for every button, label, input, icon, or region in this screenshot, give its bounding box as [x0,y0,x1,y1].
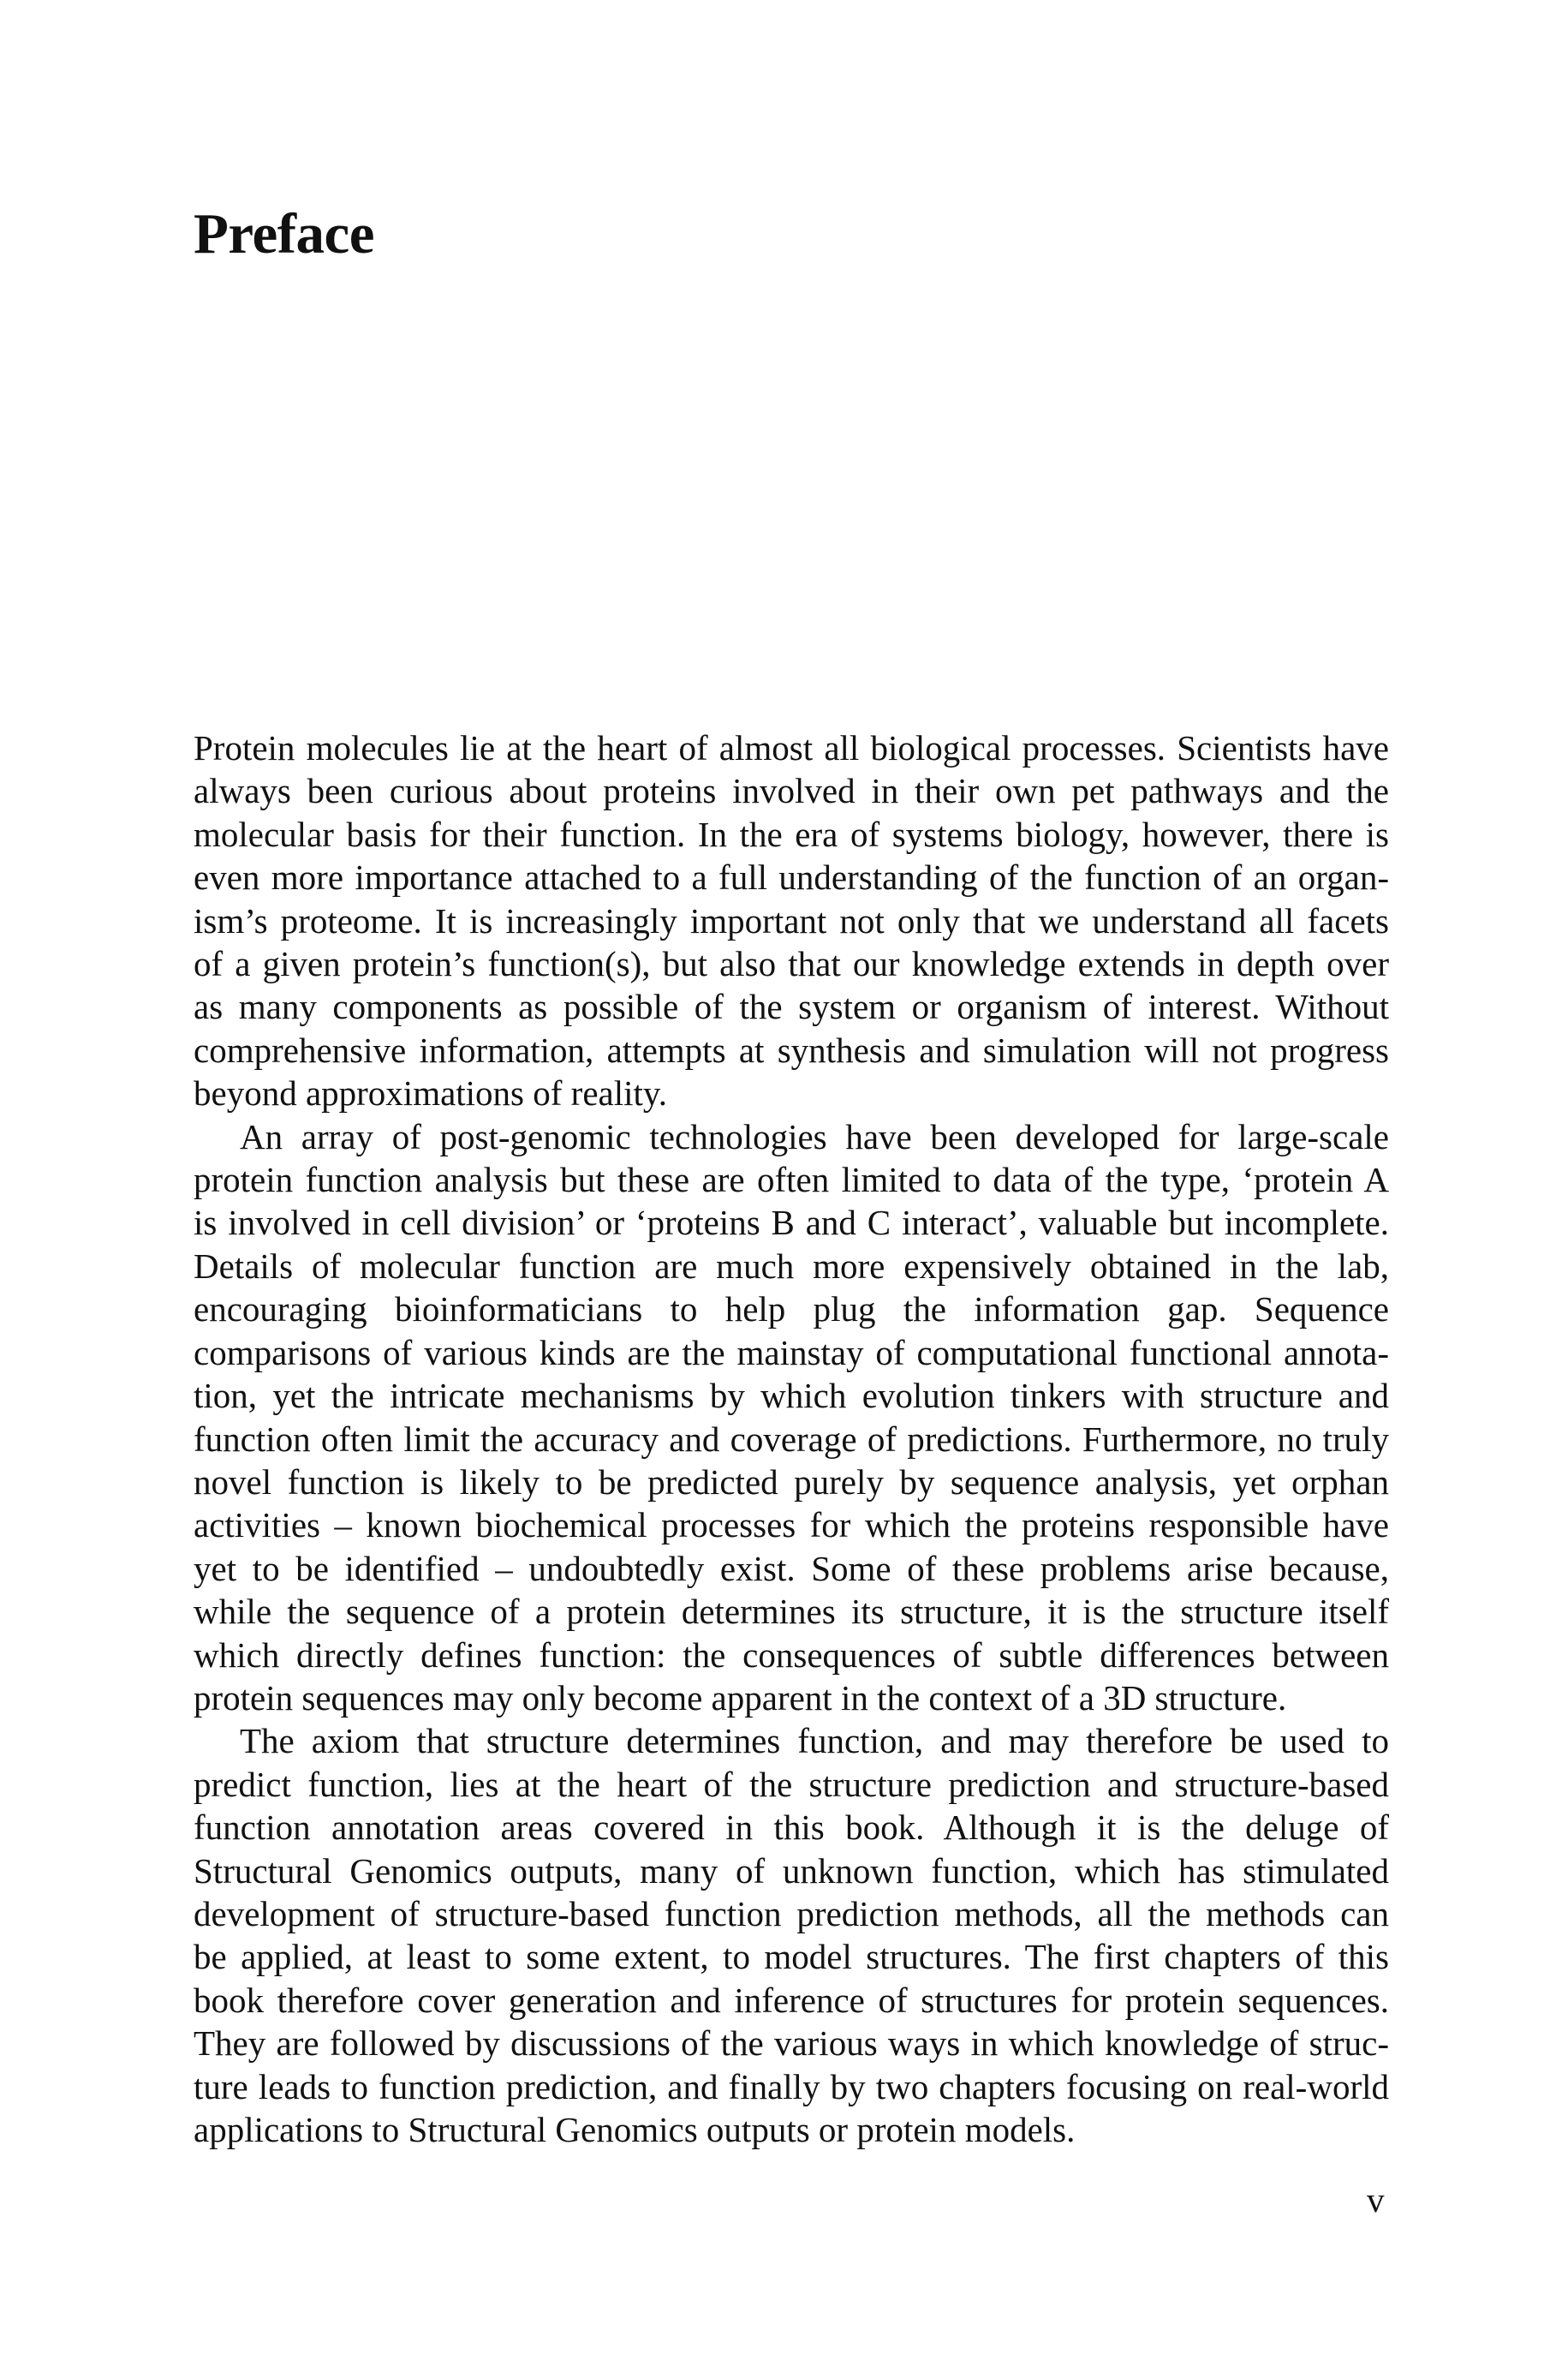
paragraph-3 [194,1719,1389,2151]
paragraph-1 [194,726,1389,1115]
text-line: molecular basis for their function. In the era of systems biology, however, there is [194,814,1389,854]
text-line: Protein molecules lie at the heart of almost all biological processes. Scientists have [194,728,1389,768]
text-line: comprehensive information, attempts at synthesis and simulation will not progress [194,1030,1389,1070]
text-line: tion, yet the intricate mechanisms by which evolution tinkers with structure and [194,1376,1389,1416]
text-line: Structural Genomics outputs, many of unknown function, which has stimulated [194,1850,1389,1891]
text-line: protein sequences may only become apparent in the context of a 3D structure. [194,1677,1287,1718]
text-line: novel function is likely to be predicted purely by sequence analysis, yet orphan [194,1461,1389,1502]
page-number: v [1367,2180,1385,2220]
preface-body [194,726,1389,2151]
text-line: while the sequence of a protein determines its structure, it is the structure itself [194,1592,1389,1632]
text-line: comparisons of various kinds are the mainstay of computational functional annota- [194,1332,1389,1372]
text-line: function often limit the accuracy and coverage of predictions. Furthermore, no truly [194,1419,1389,1459]
paragraph-2 [194,1115,1389,1720]
text-line: be applied, at least to some extent, to model structures. The first chapters of this [194,1937,1389,1977]
text-line: An array of post-genomic technologies have been developed for large-scale [240,1116,1389,1156]
text-line: even more importance attached to a full understanding of the function of an organ- [194,857,1389,898]
text-line: which directly defines function: the consequences of subtle differences between [194,1634,1389,1675]
text-line: ture leads to function prediction, and finally by two chapters focusing on real-world [194,2066,1389,2106]
text-line: function annotation areas covered in this book. Although it is the deluge of [194,1807,1389,1848]
text-line: ism’s proteome. It is increasingly important not only that we understand all facets [194,900,1389,941]
text-line: applications to Structural Genomics outputs or protein models. [194,2110,1076,2149]
text-line: book therefore cover generation and inference of structures for protein sequences. [194,1980,1389,2020]
page-title: Preface [194,202,374,266]
text-line: They are followed by discussions of the various ways in which knowledge of struc- [194,2023,1389,2064]
text-line: beyond approximations of reality. [194,1073,667,1114]
text-line: yet to be identified – undoubtedly exist. Some of these problems arise because, [194,1548,1389,1588]
text-line: is involved in cell division’ or ‘proteins B and C interact’, valuable but incomplete. [194,1203,1389,1243]
text-line: predict function, lies at the heart of the structure prediction and structure-based [194,1764,1389,1804]
text-line: encouraging bioinformaticians to help plug the information gap. Sequence [194,1289,1389,1329]
text-line: activities – known biochemical processes for which the proteins responsible have [194,1505,1389,1545]
text-line: The axiom that structure determines function, and may therefore be used to [240,1721,1389,1761]
text-line: of a given protein’s function(s), but also that our knowledge extends in depth over [194,944,1389,984]
text-line: Details of molecular function are much more expensively obtained in the lab, [194,1246,1389,1286]
text-line: development of structure-based function prediction methods, all the methods can [194,1893,1389,1933]
text-line: protein function analysis but these are often limited to data of the type, ‘protein A [194,1160,1389,1200]
text-line: always been curious about proteins involved in their own pet pathways and the [194,771,1389,811]
text-line: as many components as possible of the system or organism of interest. Without [194,987,1389,1027]
